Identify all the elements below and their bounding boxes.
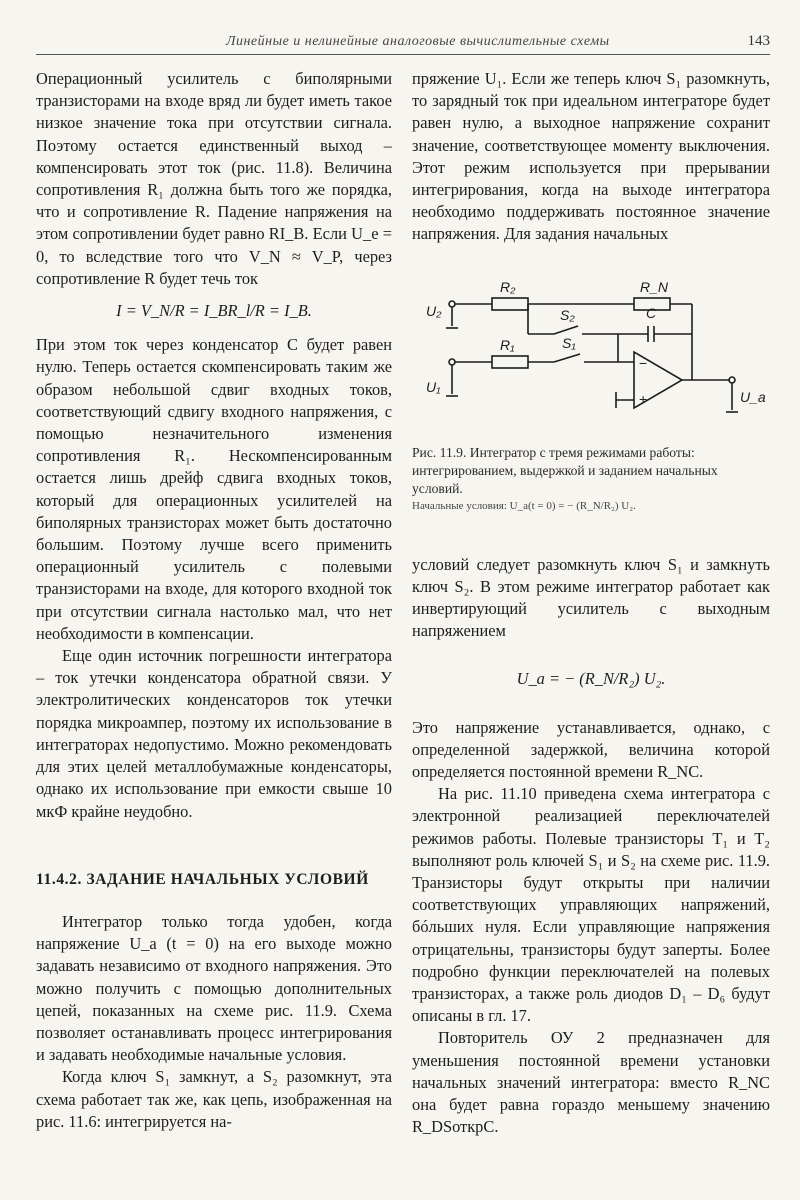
paragraph: Операционный усилитель с биполярными транзисторами на входе вряд ли будет иметь такое низкое значение тока при отсутствии сигнала. Поэтому остается единственный выход – компенсировать этот ток (рис. 11.8). Величина сопротивления R₁ должна быть того же порядка, что и сопротивление R. Падение напряжения на этом сопротивлении будет равно RI_B. Если U_e = 0, то вследствие того что V_N ≈ V_P, через сопротивление R будет течь ток (36, 69, 392, 288)
right-column (412, 68, 770, 1139)
label-plus: + (639, 390, 648, 407)
label-s1: S₁ (562, 334, 576, 351)
paragraph: Когда ключ S₁ замкнут, а S₂ разомкнут, эта схема работает так же, как цепь, изображенная на рис. 11.6: интегрируется на- (36, 1067, 392, 1131)
left-column (36, 68, 392, 1133)
paragraph: Повторитель ОУ 2 предназначен для уменьшения постоянной времени установки начальных значений интегратора: вместо R_NC она будет равна гораздо меньшему значению R_DSоткрC. (412, 1028, 770, 1137)
label-s2: S₂ (560, 306, 575, 323)
switch-s2 (554, 326, 578, 334)
running-header (36, 32, 770, 55)
formula-output-voltage: U_a = − (R_N/R₂) U₂. (516, 669, 666, 689)
label-u1: U₁ (426, 378, 441, 395)
label-r2: R₂ (500, 278, 516, 295)
resistor-r2 (492, 298, 528, 310)
u2-terminal (449, 301, 455, 307)
figure-caption: Рис. 11.9. Интегратор с тремя режимами работы: интегрированием, выдержкой и заданием начальных условий. (412, 444, 718, 496)
label-ua: U_a (740, 388, 766, 405)
paragraph: условий следует разомкнуть ключ S₁ и замкнуть ключ S₂. В этом режиме интегратор работает как инвертирующий усилитель с выходным напряжением (412, 554, 770, 641)
paragraph: При этом ток через конденсатор C будет равен нулю. Теперь остается скомпенсировать таким же образом небольшой сдвиг входных токов, соответствующий сдвигу входного напряжения, с помощью незначительного изменения сопротивления R₁. Нескомпенсированным остается лишь дрейф сдвига входных токов, который для операционных усилителей на биполярных транзисторах может быть достаточно большим. Поэтому лучше всего применить операционный усилитель с полевыми транзисторами на входе, для которого входной ток при отсутствии сигнала настолько мал, что нет необходимости в компенсации. (36, 335, 392, 643)
label-minus: − (639, 354, 648, 371)
section-heading: 11.4.2. ЗАДАНИЕ НАЧАЛЬНЫХ УСЛОВИЙ (36, 870, 369, 888)
paragraph: пряжение U₁. Если же теперь ключ S₁ разомкнуть, то зарядный ток при идеальном интеграторе будет равен нулю, а выходное напряжение сохранит значение, соответствующее моменту выключения. Этот режим используется при прерывании интегрирования, когда на выходе интегратора необходимо поддерживать постоянное значение напряжения. Для задания начальных (412, 69, 770, 244)
formula-current: I = V_N/R = I_BR_l/R = I_B. (116, 301, 312, 321)
paragraph: Интегратор только тогда удобен, когда напряжение U_a (t = 0) на его выходе можно задавать независимо от входного напряжения. Это можно получить с помощью дополнительных цепей, показанных на схеме рис. 11.9. Схема позволяет останавливать процесс интегрирования и задавать необходимые начальные условия. (36, 911, 392, 1065)
paragraph: Это напряжение устанавливается, однако, с определенной задержкой, величина которой определяется постоянной времени R_NC. (412, 717, 770, 782)
label-rn: R_N (640, 278, 669, 295)
integrator-circuit-diagram (412, 276, 770, 436)
resistor-r1 (492, 356, 528, 368)
label-u2: U₂ (426, 302, 442, 319)
figure-caption-note: Начальные условия: U_a(t = 0) = − (R_N/R₂) U₂. (412, 499, 636, 512)
label-c: C (646, 304, 657, 321)
label-r1: R₁ (500, 336, 515, 353)
switch-s1 (554, 354, 580, 362)
figure-11-9-circuit (412, 276, 770, 436)
u1-terminal (449, 359, 455, 365)
paragraph: Еще один источник погрешности интегратора – ток утечки конденсатора обратной связи. У электролитических конденсаторов ток утечки порядка микроампер, поэтому их использование в интеграторах недопустимо. Можно рекомендовать для этих целей металлобумажные конденсаторы, однако их использование при емкости свыше 10 мкФ крайне неудобно. (36, 646, 392, 821)
paragraph: На рис. 11.10 приведена схема интегратора с электронной реализацией переключателей режимов работы. Полевые транзисторы T₁ и T₂ выполняют роль ключей S₁ и S₂ на схеме рис. 11.9. Транзисторы будут открыты при наличии соответствующих управляющих напряжений, бóльших нуля. Если управляющие напряжения отрицательны, транзисторы будут заперты. Более подробно функции переключателей на полевых транзисторах, а также роль диодов D₁ – D₆ будут описаны в гл. 17. (412, 784, 770, 1026)
running-title: Линейные и нелинейные аналоговые вычислительные схемы (226, 34, 610, 49)
page-number: 143 (747, 33, 770, 49)
